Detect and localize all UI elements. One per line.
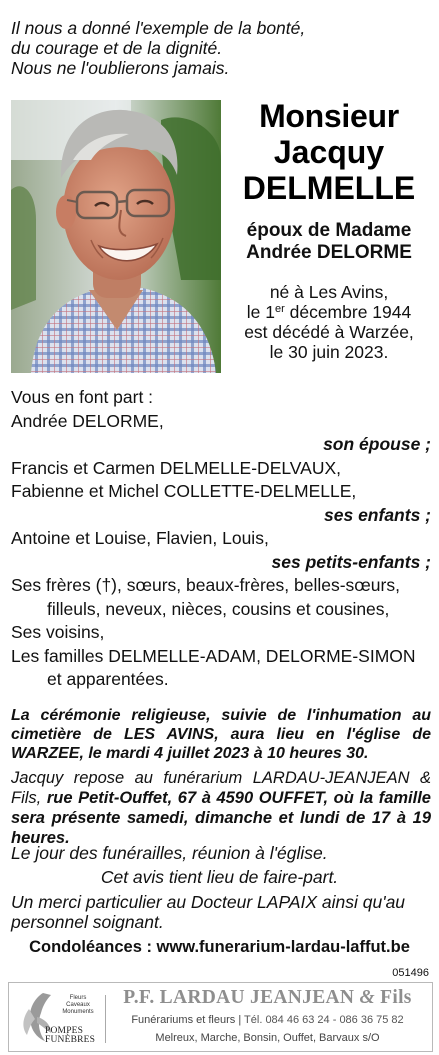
deceased-last-name: DELMELLE <box>242 170 416 206</box>
family-list <box>11 386 431 692</box>
siblings-entry: Ses frères (†), sœurs, beaux-frères, belles-sœurs, <box>11 575 400 595</box>
families-entry: Les familles DELMELLE-ADAM, DELORME-SIMON <box>11 645 416 666</box>
birth-death-info <box>222 282 436 362</box>
birth-place: né à Les Avins, <box>269 282 389 302</box>
spouse-name: Andrée DELORME <box>246 242 412 263</box>
death-date: le 30 juin 2023. <box>269 342 389 362</box>
notice-statement: Cet avis tient lieu de faire-part. <box>100 867 339 887</box>
child-entry: Fabienne et Michel COLLETTE-DELMELLE, <box>11 481 357 501</box>
reference-number: 051496 <box>392 967 429 979</box>
children-role: ses enfants ; <box>324 504 431 525</box>
grandchildren-role: ses petits-enfants ; <box>271 551 431 572</box>
logo-word: FUNÈBRES <box>45 1035 96 1045</box>
resting-address: rue Petit-Ouffet, 67 à 4590 OUFFET, où la famille sera présente samedi, dimanche et lundi de 17 à 19 heures. <box>11 789 431 847</box>
logo-service-line: Fleurs <box>69 995 87 1001</box>
intro-line: Il nous a donné l'exemple de la bonté, <box>11 18 306 38</box>
company-ampersand: & <box>354 987 381 1008</box>
related-entry: et apparentées. <box>47 669 169 689</box>
child-entry: Francis et Carmen DELMELLE-DELVAUX, <box>11 457 342 478</box>
condolences-link[interactable]: Condoléances : www.funerarium-lardau-laffut.be <box>29 938 410 956</box>
portrait-photo <box>11 100 221 373</box>
neighbours-entry: Ses voisins, <box>11 622 105 642</box>
relatives-entry: filleuls, neveux, nièces, cousins et cousines, <box>47 598 390 619</box>
funeral-home-logo <box>15 989 99 1047</box>
deceased-first-name: Jacquy <box>273 134 385 170</box>
logo-service-line: Monuments <box>62 1009 94 1015</box>
thanks-note: Un merci particulier au Docteur LAPAIX ainsi qu'au personnel soignant. <box>11 892 406 932</box>
deceased-title: Monsieur <box>259 98 399 134</box>
logo-services <box>61 995 95 1016</box>
resting-place-details <box>11 768 431 848</box>
intro-quote <box>11 18 431 78</box>
phone-numbers: Tél. 084 46 63 24 - 086 36 75 82 <box>244 1014 404 1026</box>
spouse-role: son épouse ; <box>323 434 431 454</box>
intro-line: du courage et de la dignité. <box>11 38 223 58</box>
birth-date-ordinal: er <box>274 303 285 315</box>
grandchildren-entry: Antoine et Louise, Flavien, Louis, <box>11 528 269 548</box>
birth-date-prefix: le 1 <box>246 302 275 322</box>
company-name: P.F. LARDAU JEANJEAN <box>123 987 355 1008</box>
spouse-line: époux de Madame <box>246 220 412 241</box>
intro-line: Nous ne l'oublierons jamais. <box>11 58 230 78</box>
logo-service-line: Caveaux <box>66 1002 90 1008</box>
funeral-home-name <box>101 987 434 1009</box>
family-intro: Vous en font part : <box>11 387 154 407</box>
logo-pompes-funebres <box>45 1027 95 1045</box>
spouse-info <box>222 220 436 264</box>
ceremony-details: La cérémonie religieuse, suivie de l'inhumation au cimetière de LES AVINS, aura lieu en l'église de WARZEE, le mardi 4 juillet 2023 à 10 heures 30. <box>11 707 431 762</box>
services-label: Funérariums et fleurs <box>131 1014 236 1026</box>
spouse-entry: Andrée DELORME, <box>11 410 164 431</box>
funeral-home-locations: Melreux, Marche, Bonsin, Ouffet, Barvaux s/O <box>155 1032 380 1044</box>
birth-date <box>222 302 436 322</box>
funeral-home-banner <box>8 982 433 1052</box>
company-suffix: Fils <box>380 987 412 1008</box>
logo-word: POMPES <box>45 1026 84 1036</box>
resting-text: Jacquy repose au funérarium LARDAU-JEANJEAN & Fils, <box>11 769 431 807</box>
death-place: est décédé à Warzée, <box>244 322 414 342</box>
deceased-name-block <box>222 98 436 362</box>
funeral-day-note: Le jour des funérailles, réunion à l'église. <box>11 843 328 863</box>
funeral-home-contact: Funérariums et fleurs | Tél. 084 46 63 24 - 086 36 75 82 <box>131 1014 404 1026</box>
birth-date-rest: décembre 1944 <box>284 302 412 322</box>
